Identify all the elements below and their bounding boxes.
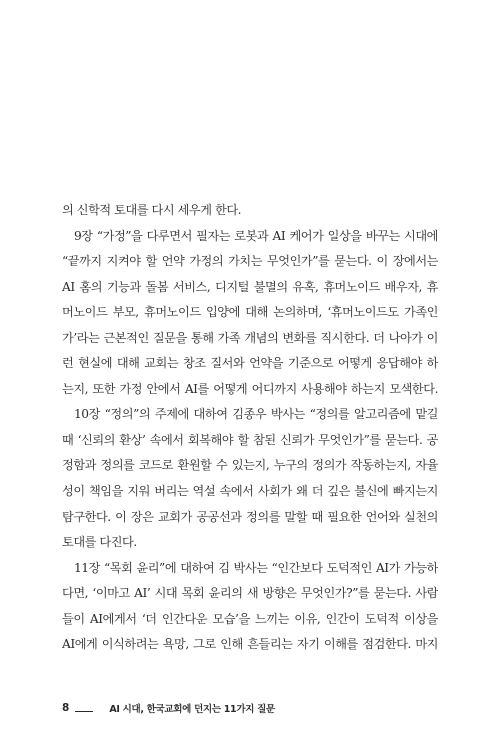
- text-line: 때 ‘신뢰의 환상’ 속에서 회복해야 할 참된 신뢰가 무엇인가”를 묻는다. 공: [62, 432, 438, 447]
- paragraph-chapter-9: [62, 224, 438, 403]
- footer-rule: [75, 711, 93, 712]
- text-line: 의 신학적 토대를 다시 세우게 한다.: [62, 203, 242, 217]
- text-line: 다면, ‘이마고 AI’ 시대 목회 윤리의 새 방향은 무엇인가?”를 묻는다. 사람: [62, 586, 438, 601]
- running-title: AI 시대, 한국교회에 던지는 11가지 질문: [109, 704, 275, 715]
- text-line: 토대를 다진다.: [62, 535, 137, 550]
- text-line: 머노이드 부모, 휴머노이드 입양에 대해 논의하며, ‘휴머노이드도 가족인: [62, 305, 438, 320]
- paragraph-chapter-11: [62, 556, 438, 658]
- body-text: [62, 198, 438, 658]
- text-line: 10장 “정의”의 주제에 대하여 김종우 박사는 “정의를 알고리즘에 맡길: [74, 407, 438, 422]
- page-number: 8: [62, 702, 70, 714]
- paragraph-chapter-10: [62, 402, 438, 555]
- text-line: 11장 “목회 윤리”에 대하여 김 박사는 “인간보다 도덕적인 AI가 가능하: [74, 560, 438, 575]
- text-line: 9장 “가정”을 다루면서 필자는 로봇과 AI 케어가 일상을 바꾸는 시대에: [74, 228, 438, 243]
- text-line: 는지, 또한 가정 안에서 AI를 어떻게 어디까지 사용해야 하는지 모색한다.: [62, 381, 438, 396]
- text-line: “끝까지 지켜야 할 언약 가정의 가치는 무엇인가”를 묻는다. 이 장에서는: [62, 254, 438, 269]
- text-line: 성이 책임을 지워 버리는 역설 속에서 사회가 왜 더 깊은 불신에 빠지는지: [62, 484, 438, 499]
- text-line: 탐구한다. 이 장은 교회가 공공선과 정의를 말할 때 필요한 언어와 실천의: [62, 509, 438, 524]
- text-line: 런 현실에 대해 교회는 창조 질서와 언약을 기준으로 어떻게 응답해야 하: [62, 356, 438, 371]
- page-footer: [62, 700, 275, 716]
- text-line: 들이 AI에게서 ‘더 인간다운 모습’을 느끼는 이유, 인간이 도덕적 이상을: [62, 611, 438, 626]
- text-line: AI 홈의 기능과 돌봄 서비스, 디지털 불멸의 유혹, 휴머노이드 배우자, 휴: [62, 279, 438, 294]
- text-line: 가’라는 근본적인 질문을 통해 가족 개념의 변화를 직시한다. 더 나아가 이: [62, 330, 438, 345]
- paragraph-continuation: [62, 198, 438, 224]
- text-line: 정함과 정의를 코드로 환원할 수 있는지, 누구의 정의가 작동하는지, 자율: [62, 458, 438, 473]
- text-line: AI에게 이식하려는 욕망, 그로 인해 흔들리는 자기 이해를 점검한다. 마지: [62, 637, 438, 652]
